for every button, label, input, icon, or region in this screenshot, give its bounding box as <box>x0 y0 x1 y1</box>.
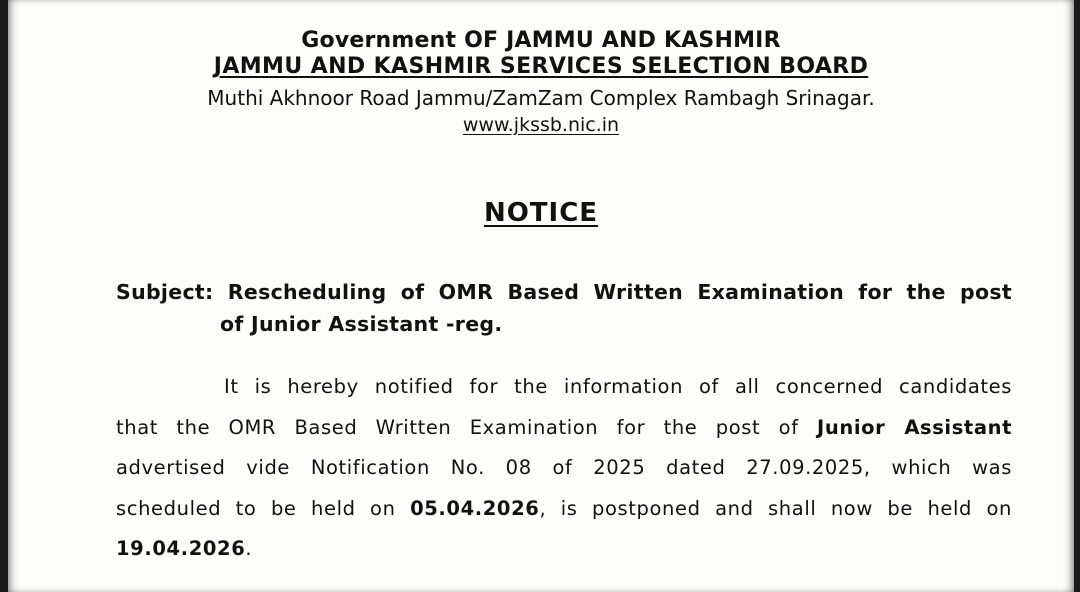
post-name: Junior Assistant <box>817 415 1013 439</box>
subject-word: Written <box>593 280 684 304</box>
board-website: www.jkssb.nic.in <box>462 114 620 136</box>
original-exam-date: 05.04.2026 <box>410 496 540 520</box>
body-text: scheduled to be held on <box>116 496 411 520</box>
subject-line-2: of Junior Assistant -reg. <box>220 312 503 336</box>
notice-body <box>116 367 1012 570</box>
subject-line-1 <box>116 276 1012 308</box>
subject-word: of <box>400 280 425 304</box>
body-line-3: advertised vide Notification No. 08 of 2025 dated 27.09.2025, which was <box>116 456 1012 479</box>
body-line-4 <box>116 489 1012 530</box>
subject-word: OMR <box>438 280 494 304</box>
body-text: that the OMR Based Written Examination for the post of <box>116 415 818 439</box>
notice-document <box>8 0 1074 592</box>
board-address: Muthi Akhnoor Road Jammu/ZamZam Complex Rambagh Srinagar. <box>207 86 875 110</box>
body-line-5 <box>116 529 1012 570</box>
body-line-2 <box>116 408 1012 449</box>
subject-word: Examination <box>697 280 844 304</box>
subject-word: Subject: <box>116 280 214 304</box>
subject-word: post <box>960 280 1012 304</box>
board-heading: JAMMU AND KASHMIR SERVICES SELECTION BOARD <box>213 54 869 79</box>
subject-word: Based <box>507 280 580 304</box>
subject-block <box>116 276 1012 340</box>
subject-word: Rescheduling <box>227 280 387 304</box>
body-text: , is postponed and shall now be held on <box>539 496 1012 520</box>
body-text: . <box>245 537 253 560</box>
new-exam-date: 19.04.2026 <box>116 537 246 560</box>
subject-word: the <box>906 280 946 304</box>
subject-word: for <box>858 280 893 304</box>
government-heading: Government OF JAMMU AND KASHMIR <box>301 28 781 53</box>
body-line-1: It is hereby notified for the information of all concerned candidates <box>224 375 1012 398</box>
notice-title: NOTICE <box>483 198 599 228</box>
